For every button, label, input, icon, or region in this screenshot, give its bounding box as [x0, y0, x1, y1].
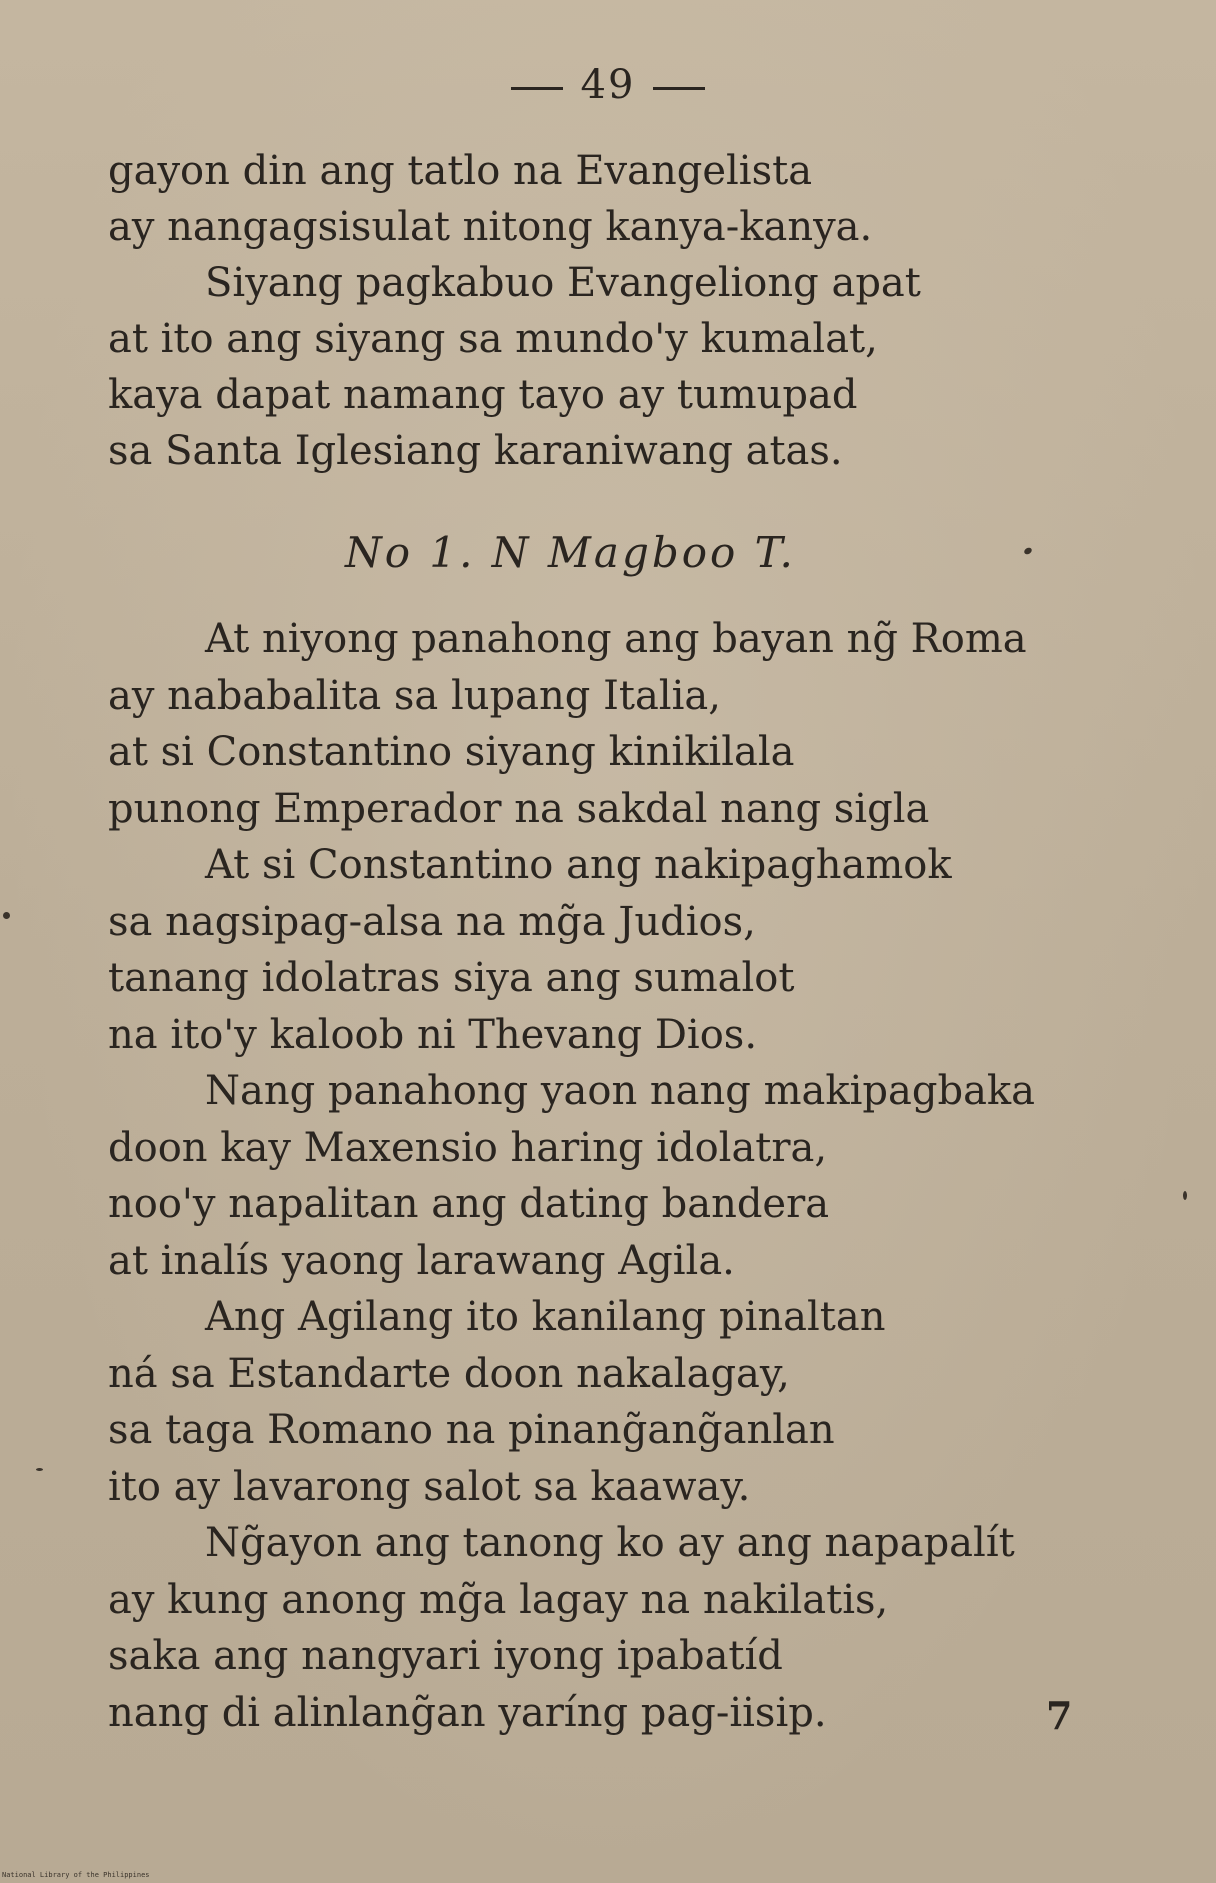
poem-line: na ito'y kaloob ni Thevang Dios.: [108, 1011, 758, 1058]
poem-line: Ang Agilang ito kanilang pinaltan: [205, 1294, 886, 1340]
poem-line: doon kay Maxensio haring idolatra,: [108, 1124, 828, 1171]
poem-line: sa taga Romano na pinang̃ang̃anlan: [108, 1407, 835, 1453]
poem-line: ná sa Estandarte doon nakalagay,: [108, 1350, 790, 1397]
header-dash-right: [653, 87, 705, 90]
ink-speck: [3, 912, 10, 919]
poem-line: saka ang nangyari iyong ipabatíd: [108, 1633, 783, 1679]
poem-line: ito ay lavarong salot sa kaaway.: [108, 1463, 751, 1510]
ink-speck: [1183, 1191, 1187, 1200]
section-title: No 1. N Magboo T.: [345, 528, 796, 577]
page-header: [0, 62, 1216, 108]
poem-line: kaya dapat namang tayo ay tumupad: [108, 372, 858, 418]
poem-line: noo'y napalitan ang dating bandera: [108, 1181, 830, 1227]
page-number: 49: [580, 62, 636, 108]
poem-line: at ito ang siyang sa mundo'y kumalat,: [108, 316, 878, 362]
poem-line: ay nababalita sa lupang Italia,: [108, 672, 721, 719]
poem-line: gayon din ang tatlo na Evangelista: [108, 148, 813, 194]
poem-line: At si Constantino ang nakipaghamok: [205, 842, 952, 888]
poem-line: sa Santa Iglesiang karaniwang atas.: [108, 428, 843, 474]
poem-line: ay kung anong mg̃a lagay na nakilatis,: [108, 1576, 889, 1623]
poem-line: at si Constantino siyang kinikilala: [108, 729, 795, 775]
poem-line: nang di alinlang̃an yaríng pag-iisip.: [108, 1689, 827, 1736]
poem-line: Siyang pagkabuo Evangeliong apat: [205, 260, 921, 306]
header-dash-left: [511, 87, 563, 90]
poem-line: Nang panahong yaon nang makipagbaka: [205, 1068, 1036, 1114]
poem-line: at inalís yaong larawang Agila.: [108, 1237, 735, 1284]
footer-note: National Library of the Philippines: [2, 1871, 150, 1879]
poem-line: tanang idolatras siya ang sumalot: [108, 955, 795, 1001]
ink-speck: [1023, 546, 1033, 555]
signature-mark: 7: [1046, 1693, 1073, 1738]
poem-line: Ng̃ayon ang tanong ko ay ang napapalít: [205, 1520, 1015, 1566]
poem-line: punong Emperador na sakdal nang sigla: [108, 785, 930, 832]
poem-line: ay nangagsisulat nitong kanya-kanya.: [108, 204, 873, 250]
poem-line: At niyong panahong ang bayan ng̃ Roma: [205, 616, 1027, 662]
poem-line: sa nagsipag-alsa na mg̃a Judios,: [108, 898, 756, 945]
ink-speck: [36, 1468, 43, 1471]
